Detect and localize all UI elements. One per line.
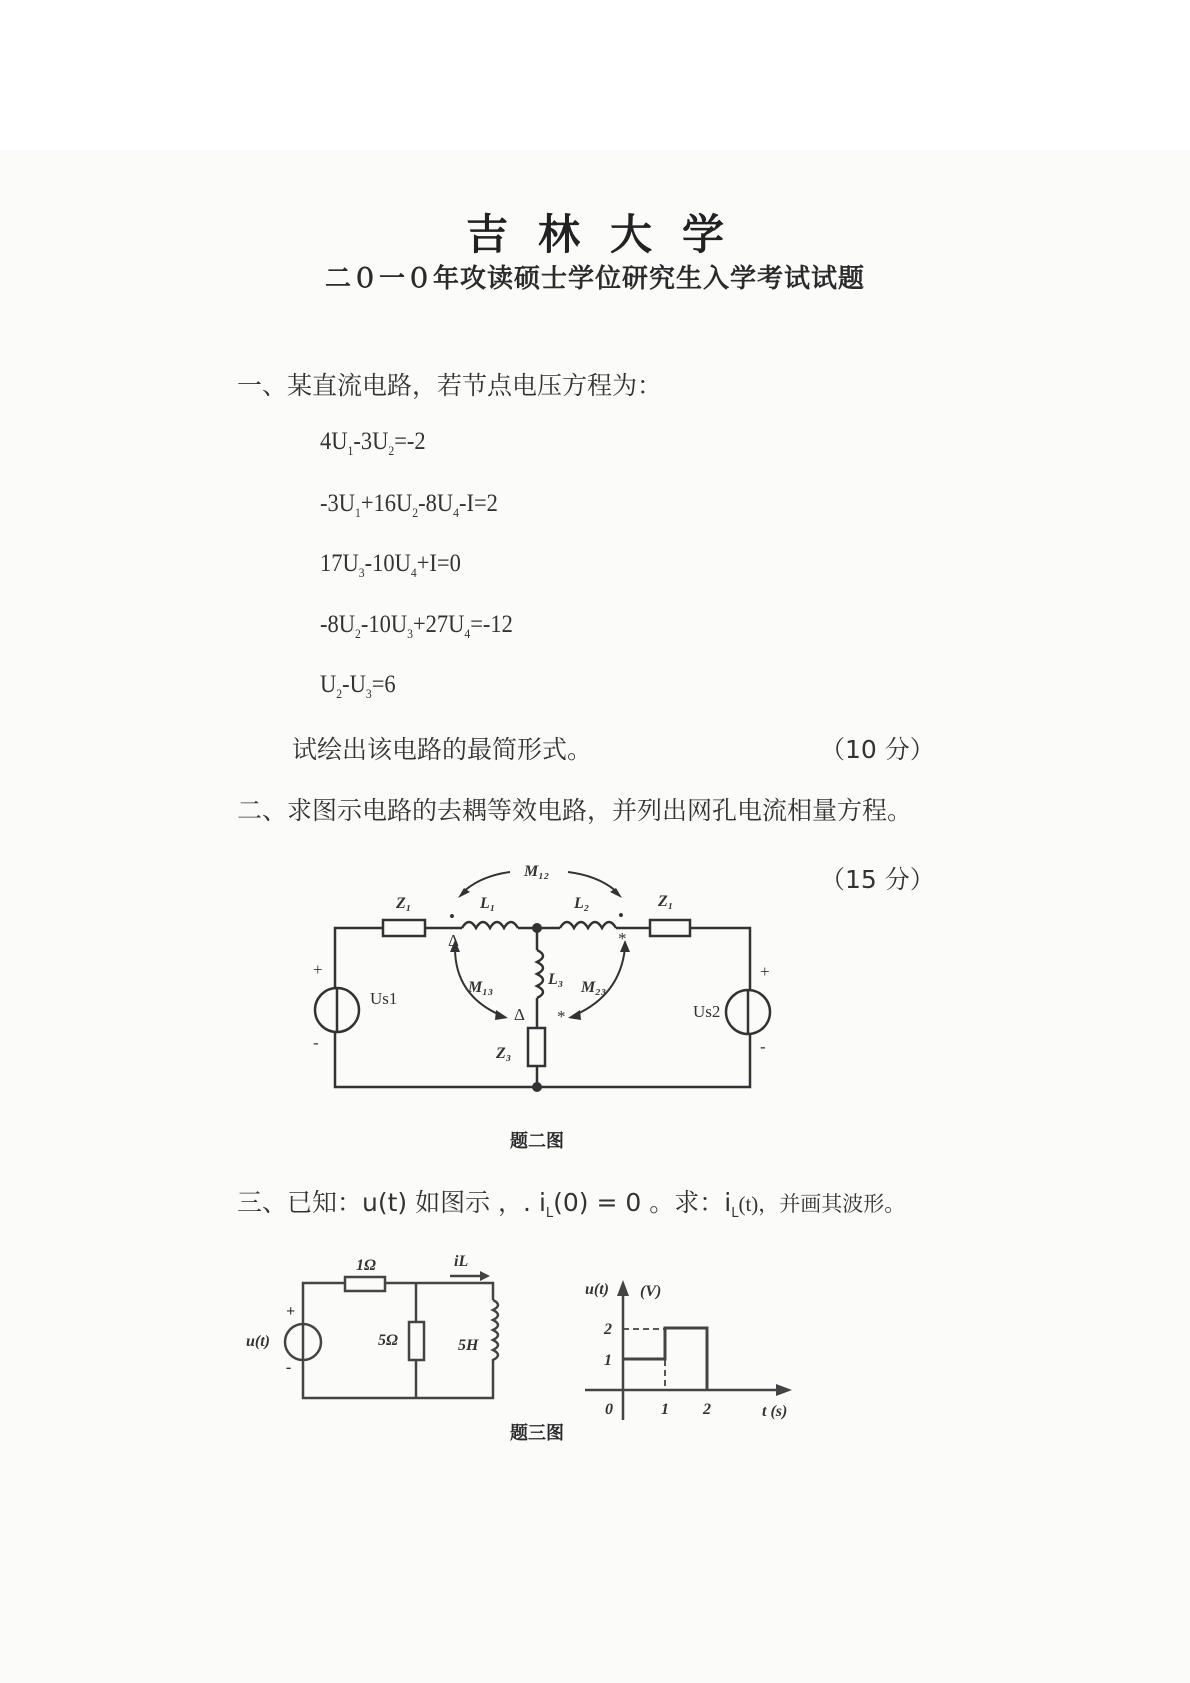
- q3-text-b: (0) = 0 。求：i: [553, 1188, 732, 1217]
- question-1-task: 试绘出该电路的最简形式。: [292, 735, 593, 764]
- equation-term: -10U: [360, 611, 408, 638]
- label-minus-us2: -: [760, 1037, 766, 1056]
- equation-subscript: 3: [358, 565, 365, 580]
- impedance-z3: [528, 1028, 545, 1066]
- graph-ylabel: u(t): [585, 1281, 609, 1298]
- impedance-z1-right: [650, 920, 690, 936]
- label-l2: L₂: [574, 895, 590, 912]
- q3-sub-b: L: [731, 1206, 739, 1221]
- equation-subscript: 1: [355, 505, 361, 520]
- junction-node-bottom: [532, 1082, 542, 1092]
- equation-term: =-12: [470, 611, 513, 638]
- equation-term: +I=0: [416, 550, 461, 577]
- inductor-l1: [462, 922, 518, 928]
- equation-term: =-2: [394, 428, 426, 455]
- x-axis-arrow: [776, 1384, 792, 1396]
- figure-3-caption: 题三图: [510, 1423, 564, 1444]
- inductor-l2: [560, 922, 616, 928]
- equation-subscript: 4: [410, 565, 417, 580]
- dot-mark-l1: •: [449, 907, 455, 926]
- equation-subscript: 2: [388, 443, 395, 458]
- label-plus-us1: +: [313, 960, 323, 979]
- equation-term: -3U: [353, 428, 389, 455]
- y-axis-arrow: [617, 1280, 629, 1296]
- xtick-2: 2: [703, 1401, 711, 1418]
- equation-subscript: 4: [453, 505, 459, 520]
- label-u-source: u(t): [246, 1333, 270, 1350]
- graph-xlabel: t (s): [762, 1403, 788, 1420]
- label-il: iL: [454, 1253, 469, 1270]
- arrow-m13-down: [495, 1010, 508, 1020]
- label-z1-right: Z₁: [658, 893, 674, 910]
- label-m13: M₁₃: [468, 979, 494, 996]
- ytick-2: 2: [604, 1321, 612, 1338]
- delta-mark-l3: Δ: [514, 1005, 525, 1024]
- label-z1-left: Z₁: [396, 895, 412, 912]
- exam-subtitle: 二０一０年攻读硕士学位研究生入学考试试题: [324, 264, 865, 294]
- arrow-m12-left: [458, 888, 470, 898]
- equation-subscript: 4: [464, 626, 471, 641]
- equation-term: -10U: [364, 550, 411, 577]
- inductor-5h: [493, 1300, 498, 1370]
- label-l1: L₁: [480, 895, 496, 912]
- xtick-1: 1: [661, 1401, 669, 1418]
- equation-term: 4U: [320, 428, 348, 455]
- label-5h: 5H: [458, 1337, 479, 1354]
- star-mark-l2: *: [618, 929, 627, 948]
- label-l3: L₃: [548, 971, 564, 988]
- arrow-m23-down: [568, 1010, 581, 1020]
- equation-subscript: 1: [347, 443, 354, 458]
- equation-subscript: 2: [355, 626, 361, 641]
- question-1-prompt: 一、某直流电路，若节点电压方程为：: [237, 371, 663, 400]
- question-1-points: （10 分）: [820, 735, 935, 764]
- label-m12: M₁₂: [524, 863, 550, 880]
- equation-term: =6: [371, 671, 396, 698]
- equation-subscript: 2: [336, 686, 343, 701]
- inductor-l3: [537, 950, 543, 998]
- current-arrow-il: [480, 1271, 490, 1281]
- question-2-points: （15 分）: [820, 865, 935, 894]
- question-2-prompt: 二、求图示电路的去耦等效电路，并列出网孔电流相量方程。: [237, 796, 913, 825]
- equation-term: -3U: [320, 490, 356, 517]
- equation-term: 17U: [320, 550, 359, 577]
- equation-term: +16U: [360, 490, 413, 517]
- label-z3: Z₃: [496, 1045, 512, 1062]
- equation-term: -U: [342, 671, 366, 698]
- university-title: 吉林大学: [465, 210, 754, 259]
- resistor-5ohm: [409, 1322, 424, 1360]
- q3-sub-a: L: [545, 1206, 554, 1221]
- label-us1: Us1: [370, 989, 398, 1008]
- equation-term: U: [320, 671, 337, 698]
- equation-term: -8U: [418, 490, 454, 517]
- label-plus-us2: +: [760, 962, 770, 981]
- equation-subscript: 3: [365, 686, 372, 701]
- junction-node-top: [532, 923, 542, 933]
- arrow-m12-right: [610, 888, 622, 898]
- resistor-1ohm: [345, 1277, 385, 1291]
- dot-mark-l2: •: [618, 906, 624, 925]
- waveform-axes: [585, 1292, 782, 1420]
- impedance-z1-left: [383, 920, 425, 936]
- star-mark-l3: *: [557, 1007, 566, 1026]
- label-m23: M₂₃: [581, 979, 607, 996]
- label-minus-us1: -: [313, 1033, 319, 1052]
- equation-subscript: 2: [412, 505, 419, 520]
- graph-yunit: (V): [640, 1283, 662, 1300]
- equation-subscript: 3: [407, 626, 413, 641]
- label-minus-u: -: [286, 1359, 292, 1376]
- delta-mark-l1: Δ: [448, 931, 459, 950]
- q3-text-c: (t)，并画其波形。: [738, 1192, 906, 1216]
- figure-2-caption: 题二图: [510, 1131, 564, 1152]
- figure-2-circuit: [315, 872, 770, 1087]
- equation-term: -8U: [320, 611, 356, 638]
- graph-origin: 0: [605, 1401, 613, 1418]
- label-us2: Us2: [693, 1002, 721, 1021]
- label-plus-u: +: [286, 1303, 296, 1320]
- equation-term: -I=2: [458, 490, 498, 517]
- q3-text-a: 三、已知：u(t) 如图示 ，. i: [237, 1188, 546, 1217]
- ytick-1: 1: [604, 1352, 612, 1369]
- label-5ohm: 5Ω: [378, 1332, 398, 1349]
- label-1ohm: 1Ω: [356, 1257, 376, 1274]
- equation-term: +27U: [412, 611, 465, 638]
